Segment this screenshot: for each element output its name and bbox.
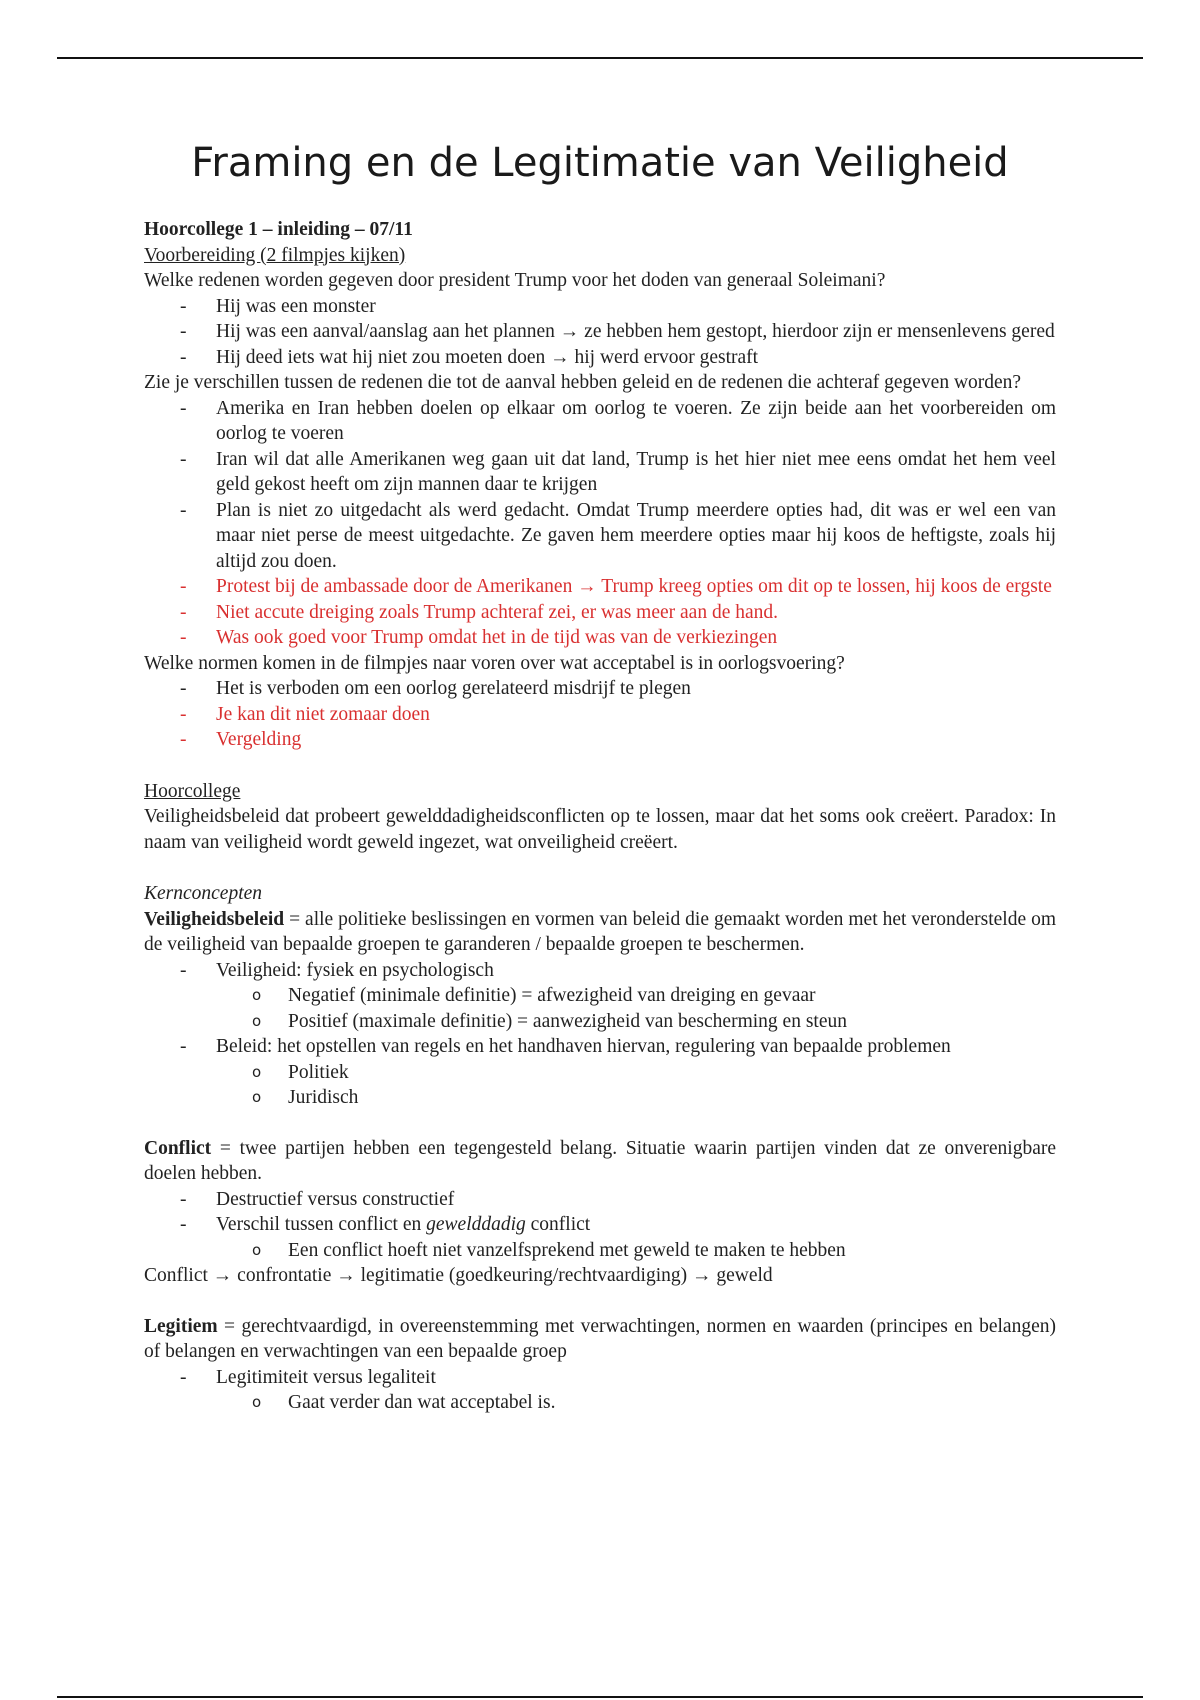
conflict-list [144, 1187, 1056, 1264]
list-item: - Destructief versus constructief [180, 1188, 455, 1210]
question-1: Welke redenen worden gegeven door president Trump voor het doden van generaal Soleimani? [144, 270, 886, 291]
list-item: - Plan is niet zo uitgedacht als werd gedacht. Omdat Trump meerdere opties had, dit was er wel een van maar niet perse de meest uitgedachte. Ze gaven hem meerdere opties maar hij koos de heftigste, zoals hij altijd zou doen. [180, 499, 1056, 572]
definition-veiligheidsbeleid: Veiligheidsbeleid = alle politieke beslissingen en vormen van beleid die gemaakt worden met het veronderstelde om de veiligheid van bepaalde groepen te garanderen / bepaalde groepen te beschermen. [144, 908, 1056, 955]
top-rule [57, 57, 1143, 59]
list-item: - Hij was een aanval/aanslag aan het plannen → ze hebben hem gestopt, hierdoor zijn er mensenlevens gered [180, 321, 1055, 342]
list-item: - Verschil tussen conflict en gewelddadig conflict [180, 1214, 591, 1235]
list-item: - Beleid: het opstellen van regels en het handhaven hiervan, regulering van bepaalde problemen [180, 1036, 951, 1057]
list-item: - Hij deed iets wat hij niet zou moeten doen → hij werd ervoor gestraft [180, 346, 759, 368]
sub-list-item: o Juridisch [252, 1087, 359, 1108]
list-item: - Iran wil dat alle Amerikanen weg gaan uit dat land, Trump is het hier niet mee eens omdat het hem veel geld gekost heeft om zijn mannen daar te krijgen [180, 448, 1056, 495]
list-item: - Amerika en Iran hebben doelen op elkaar om oorlog te voeren. Ze zijn beide aan het voorbereiden om oorlog te voeren [180, 397, 1056, 444]
list-item: - Het is verboden om een oorlog gerelateerd misdrijf te plegen [180, 678, 691, 699]
legitiem-list [144, 1365, 1056, 1416]
sub-list-item: o Gaat verder dan wat acceptabel is. [252, 1392, 556, 1413]
sub-list-item: o Positief (maximale definitie) = aanwezigheid van bescherming en steun [252, 1010, 847, 1032]
veiligheidsbeleid-list [144, 958, 1056, 1111]
question-2-list [144, 396, 1056, 651]
question-2: Zie je verschillen tussen de redenen die tot de aanval hebben geleid en de redenen die achteraf gegeven worden? [144, 372, 1022, 393]
term-legitiem: Legitiem [144, 1315, 218, 1337]
sub-list-item: o Politiek [252, 1061, 349, 1083]
preparation-heading: Voorbereiding (2 filmpjes kijken) [144, 244, 406, 266]
list-item-highlighted: - Niet accute dreiging zoals Trump achteraf zei, er was meer aan de hand. [180, 601, 779, 623]
term-veiligheidsbeleid: Veiligheidsbeleid [144, 908, 285, 930]
lecture-1-heading: Hoorcollege 1 – inleiding – 07/11 [144, 219, 413, 240]
lecture-heading: Hoorcollege [144, 780, 241, 802]
definition-conflict: Conflict = twee partijen hebben een tegengesteld belang. Situatie waarin partijen vinden dat ze onverenigbare doelen hebben. [144, 1137, 1056, 1184]
term-conflict: Conflict [144, 1137, 212, 1159]
list-item: - Veiligheid: fysiek en psychologisch [180, 959, 494, 981]
question-1-list [144, 294, 1056, 371]
question-3: Welke normen komen in de filmpjes naar voren over wat acceptabel is in oorlogsvoering? [144, 652, 845, 674]
key-concepts-heading: Kernconcepten [144, 883, 263, 904]
list-item: - Legitimiteit versus legaliteit [180, 1366, 436, 1388]
conflict-chain: Conflict → confrontatie → legitimatie (goedkeuring/rechtvaardiging) → geweld [144, 1265, 773, 1286]
sub-list-item: o Een conflict hoeft niet vanzelfsprekend met geweld te maken te hebben [252, 1239, 846, 1261]
document-title: Framing en de Legitimatie van Veiligheid [191, 140, 1009, 186]
lecture-paragraph: Veiligheidsbeleid dat probeert gewelddadigheidsconflicten op te lossen, maar dat het soms ook creëert. Paradox: In naam van veiligheid wordt geweld ingezet, wat onveiligheid creëert. [144, 806, 1056, 853]
bottom-rule [57, 1696, 1143, 1698]
definition-legitiem: Legitiem = gerechtvaardigd, in overeenstemming met verwachtingen, normen en waarden (principes en belangen) of belangen en verwachtingen van een bepaalde groep [144, 1315, 1056, 1362]
document-body [144, 217, 1056, 1416]
list-item: - Hij was een monster [180, 295, 376, 317]
sub-list-item: o Negatief (minimale definitie) = afwezigheid van dreiging en gevaar [252, 985, 816, 1006]
list-item-highlighted: - Was ook goed voor Trump omdat het in de tijd was van de verkiezingen [180, 627, 778, 648]
list-item-highlighted: - Protest bij de ambassade door de Amerikanen → Trump kreeg opties om dit op te lossen, hij koos de ergste [180, 576, 1052, 597]
question-3-list [144, 676, 1056, 753]
list-item-highlighted: - Vergelding [180, 729, 302, 750]
list-item-highlighted: - Je kan dit niet zomaar doen [180, 703, 430, 725]
